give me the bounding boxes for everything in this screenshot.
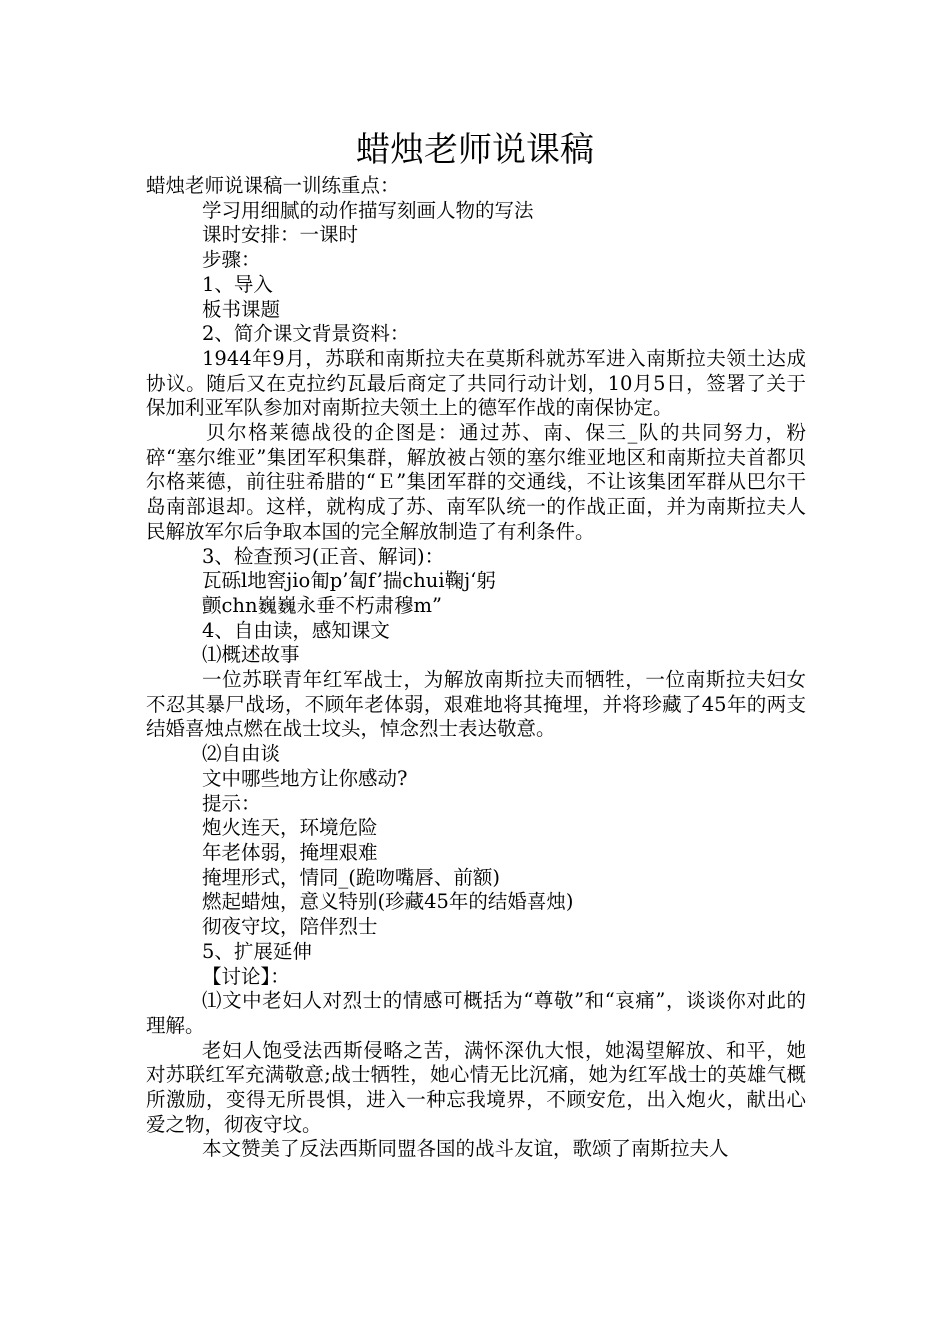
paragraph-question: 文中哪些地方让你感动? (202, 766, 408, 790)
document-title: 蜡烛老师说课稿 (356, 130, 594, 170)
paragraph-step-4: 4、自由读，感知课文 (202, 618, 390, 642)
document-body (146, 174, 806, 1162)
paragraph-discussion-question: ⑴文中老妇人对烈士的情感可概括为“尊敬”和“哀痛”，谈谈你对此的理解。 (146, 989, 806, 1037)
paragraph-class-hours: 课时安排：一课时 (202, 223, 359, 247)
paragraph-background-2: 贝尔格莱德战役的企图是：通过苏、南、保三_队的共同努力，粉碎“塞尔维亚”集团军积集群，解放被占领的塞尔维亚地区和南斯拉夫首都贝尔格莱德，前往驻希腊的“Ｅ”集团军群的交通线，不让该集团军群从巴尔干岛南部退却。这样，就构成了苏、南军队统一的作战正面，并为南斯拉夫人民解放军尔后争取本国的完全解放制造了有利条件。 (146, 421, 806, 543)
paragraph-summary-heading: ⑴概述故事 (202, 643, 300, 667)
paragraph-steps: 步骤： (202, 248, 261, 272)
paragraph-step-1: 1、导入 (202, 272, 273, 296)
paragraph-background-1: 1944年9月，苏联和南斯拉夫在莫斯科就苏军进入南斯拉夫领土达成协议。随后又在克拉约瓦最后商定了共同行动计划，10月5日，签署了关于保加利亚军队参加对南斯拉夫领土上的德军作战的南保协定。 (146, 346, 806, 420)
paragraph-hint-1: 炮火连天，环境危险 (202, 816, 378, 840)
paragraph-pronunciation-1: 瓦砾l地窖jio匍p’匐f’揣chui鞠j‘躬 (202, 569, 496, 593)
paragraph-conclusion: 本文赞美了反法西斯同盟各国的战斗友谊，歌颂了南斯拉夫人 (202, 1137, 729, 1161)
paragraph-hint-2: 年老体弱，掩埋艰难 (202, 840, 378, 864)
paragraph-step-2: 2、简介课文背景资料： (202, 322, 410, 346)
paragraph-pronunciation-2: 颤chn巍巍永垂不朽肃穆m” (202, 593, 442, 617)
paragraph-summary: 一位苏联青年红军战士，为解放南斯拉夫而牺牲，一位南斯拉夫妇女不忍其暴尸战场，不顾年老体弱，艰难地将其掩埋，并将珍藏了45年的两支结婚喜烛点燃在战士坟头，悼念烈士表达敬意。 (146, 668, 806, 741)
paragraph-discussion: 【讨论】： (202, 964, 290, 988)
paragraph-board-title: 板书课题 (202, 297, 281, 321)
paragraph-step-5: 5、扩展延伸 (202, 939, 312, 963)
paragraph-discussion-answer: 老妇人饱受法西斯侵略之苦，满怀深仇大恨，她渴望解放、和平，她对苏联红军充满敬意;战士牺牲，她心情无比沉痛，她为红军战士的英雄气概所激励，变得无所畏惧，进入一种忘我境界，不顾安危，出入炮火，献出心爱之物，彻夜守坟。 (146, 1038, 806, 1136)
paragraph-hint-3: 掩埋形式，情同_(跪吻嘴唇、前额) (202, 865, 500, 889)
paragraph-learning-goal: 学习用细腻的动作描写刻画人物的写法 (202, 198, 534, 222)
paragraph-training-focus: 蜡烛老师说课稿一训练重点： (146, 174, 400, 197)
paragraph-step-3: 3、检查预习(正音、解词)： (202, 544, 445, 568)
paragraph-free-talk: ⑵自由谈 (202, 742, 281, 766)
paragraph-hint-5: 彻夜守坟，陪伴烈士 (202, 915, 378, 939)
paragraph-hint: 提示： (202, 791, 261, 815)
paragraph-hint-4: 燃起蜡烛，意义特别(珍藏45年的结婚喜烛) (202, 890, 574, 914)
